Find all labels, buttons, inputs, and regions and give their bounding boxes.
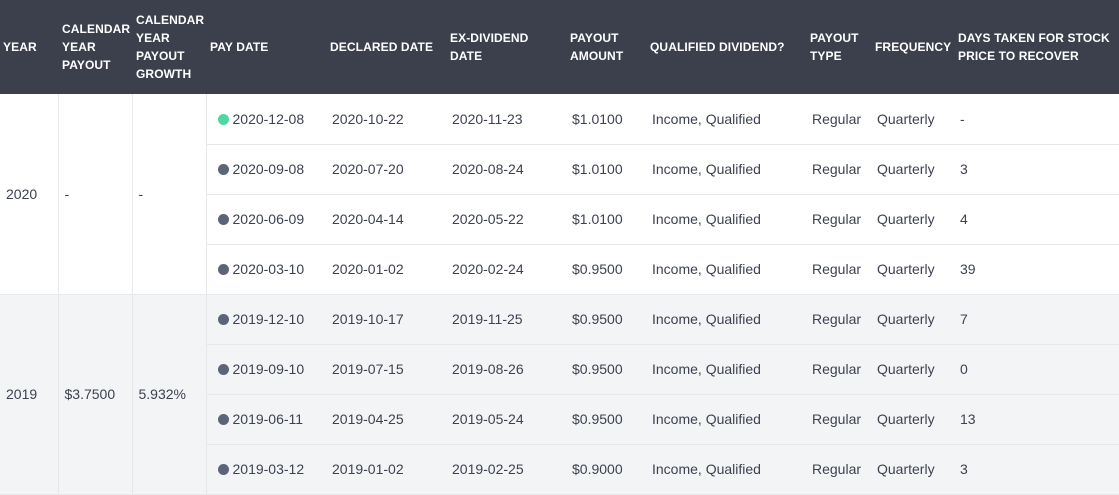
qualified-dividend-cell: Income, Qualified: [646, 144, 806, 194]
pay-date-value: 2019-06-11: [232, 411, 304, 427]
payout-type-cell: Regular: [806, 444, 871, 494]
pay-date-cell: [206, 394, 326, 444]
year-cell: 2019: [0, 294, 58, 494]
frequency-cell: Quarterly: [871, 94, 954, 144]
pay-date-cell: [206, 244, 326, 294]
pay-date-cell: [206, 444, 326, 494]
paid-dot-icon: [218, 214, 229, 225]
payout-type-cell: Regular: [806, 194, 871, 244]
header-payout-type[interactable]: PAYOUT TYPE: [806, 0, 871, 94]
payout-growth-cell: -: [132, 94, 206, 294]
declared-date-cell: 2019-10-17: [326, 294, 446, 344]
pay-date-cell: [206, 344, 326, 394]
header-days-to-recover[interactable]: DAYS TAKEN FOR STOCK PRICE TO RECOVER: [954, 0, 1119, 94]
header-ex-dividend-date[interactable]: EX-DIVIDEND DATE: [446, 0, 566, 94]
payout-type-cell: Regular: [806, 94, 871, 144]
payout-amount-cell: $0.9500: [566, 294, 646, 344]
pay-date-value: 2020-06-09: [232, 211, 305, 227]
ex-dividend-date-cell: 2019-08-26: [446, 344, 566, 394]
pay-date-value: 2019-03-12: [232, 461, 305, 477]
qualified-dividend-cell: Income, Qualified: [646, 444, 806, 494]
pay-date-value: 2020-09-08: [232, 161, 305, 177]
header-payout-amount[interactable]: PAYOUT AMOUNT: [566, 0, 646, 94]
payout-type-cell: Regular: [806, 294, 871, 344]
calendar-year-payout-cell: $3.7500: [58, 294, 132, 494]
header-calendar-year-payout-growth[interactable]: CALENDAR YEAR PAYOUT GROWTH: [132, 0, 206, 94]
header-qualified-dividend[interactable]: QUALIFIED DIVIDEND?: [646, 0, 806, 94]
days-to-recover-cell: 0: [954, 344, 1119, 394]
frequency-cell: Quarterly: [871, 144, 954, 194]
header-calendar-year-payout[interactable]: CALENDAR YEAR PAYOUT: [58, 0, 132, 94]
ex-dividend-date-cell: 2019-05-24: [446, 394, 566, 444]
pay-date-value: 2019-09-10: [232, 361, 305, 377]
qualified-dividend-cell: Income, Qualified: [646, 94, 806, 144]
payout-type-cell: Regular: [806, 394, 871, 444]
pay-date-cell: [206, 194, 326, 244]
payout-amount-cell: $0.9500: [566, 394, 646, 444]
frequency-cell: Quarterly: [871, 244, 954, 294]
frequency-cell: Quarterly: [871, 344, 954, 394]
declared-date-cell: 2020-04-14: [326, 194, 446, 244]
table-row: [0, 294, 1119, 344]
payout-growth-cell: 5.932%: [132, 294, 206, 494]
frequency-cell: Quarterly: [871, 294, 954, 344]
paid-dot-icon: [218, 364, 229, 375]
ex-dividend-date-cell: 2020-05-22: [446, 194, 566, 244]
payout-amount-cell: $0.9000: [566, 444, 646, 494]
paid-dot-icon: [218, 414, 229, 425]
header-pay-date[interactable]: PAY DATE: [206, 0, 326, 94]
declared-date-cell: 2019-07-15: [326, 344, 446, 394]
declared-date-cell: 2020-01-02: [326, 244, 446, 294]
declared-date-cell: 2020-07-20: [326, 144, 446, 194]
payout-type-cell: Regular: [806, 244, 871, 294]
header-year[interactable]: YEAR: [0, 0, 58, 94]
days-to-recover-cell: 4: [954, 194, 1119, 244]
days-to-recover-cell: 3: [954, 144, 1119, 194]
ex-dividend-date-cell: 2019-02-25: [446, 444, 566, 494]
payout-type-cell: Regular: [806, 144, 871, 194]
ex-dividend-date-cell: 2020-11-23: [446, 94, 566, 144]
qualified-dividend-cell: Income, Qualified: [646, 294, 806, 344]
days-to-recover-cell: -: [954, 94, 1119, 144]
days-to-recover-cell: 7: [954, 294, 1119, 344]
declared-date-cell: 2019-04-25: [326, 394, 446, 444]
qualified-dividend-cell: Income, Qualified: [646, 394, 806, 444]
payout-amount-cell: $1.0100: [566, 194, 646, 244]
header-declared-date[interactable]: DECLARED DATE: [326, 0, 446, 94]
paid-dot-icon: [218, 464, 229, 475]
payout-amount-cell: $0.9500: [566, 244, 646, 294]
frequency-cell: Quarterly: [871, 194, 954, 244]
ex-dividend-date-cell: 2020-08-24: [446, 144, 566, 194]
days-to-recover-cell: 3: [954, 444, 1119, 494]
paid-dot-icon: [218, 264, 229, 275]
table-row: [0, 94, 1119, 144]
payout-amount-cell: $1.0100: [566, 144, 646, 194]
table-header-row: [0, 0, 1119, 94]
qualified-dividend-cell: Income, Qualified: [646, 344, 806, 394]
pay-date-cell: [206, 294, 326, 344]
ex-dividend-date-cell: 2020-02-24: [446, 244, 566, 294]
qualified-dividend-cell: Income, Qualified: [646, 244, 806, 294]
upcoming-dot-icon: [218, 114, 229, 125]
declared-date-cell: 2019-01-02: [326, 444, 446, 494]
frequency-cell: Quarterly: [871, 444, 954, 494]
pay-date-value: 2019-12-10: [232, 311, 305, 327]
table-body: [0, 94, 1119, 494]
pay-date-value: 2020-03-10: [232, 261, 305, 277]
header-frequency[interactable]: FREQUENCY: [871, 0, 954, 94]
payout-amount-cell: $0.9500: [566, 344, 646, 394]
pay-date-cell: [206, 94, 326, 144]
days-to-recover-cell: 39: [954, 244, 1119, 294]
calendar-year-payout-cell: -: [58, 94, 132, 294]
paid-dot-icon: [218, 164, 229, 175]
days-to-recover-cell: 13: [954, 394, 1119, 444]
payout-type-cell: Regular: [806, 344, 871, 394]
year-cell: 2020: [0, 94, 58, 294]
paid-dot-icon: [218, 314, 229, 325]
frequency-cell: Quarterly: [871, 394, 954, 444]
ex-dividend-date-cell: 2019-11-25: [446, 294, 566, 344]
qualified-dividend-cell: Income, Qualified: [646, 194, 806, 244]
pay-date-value: 2020-12-08: [232, 110, 305, 127]
payout-amount-cell: $1.0100: [566, 94, 646, 144]
pay-date-cell: [206, 144, 326, 194]
declared-date-cell: 2020-10-22: [326, 94, 446, 144]
